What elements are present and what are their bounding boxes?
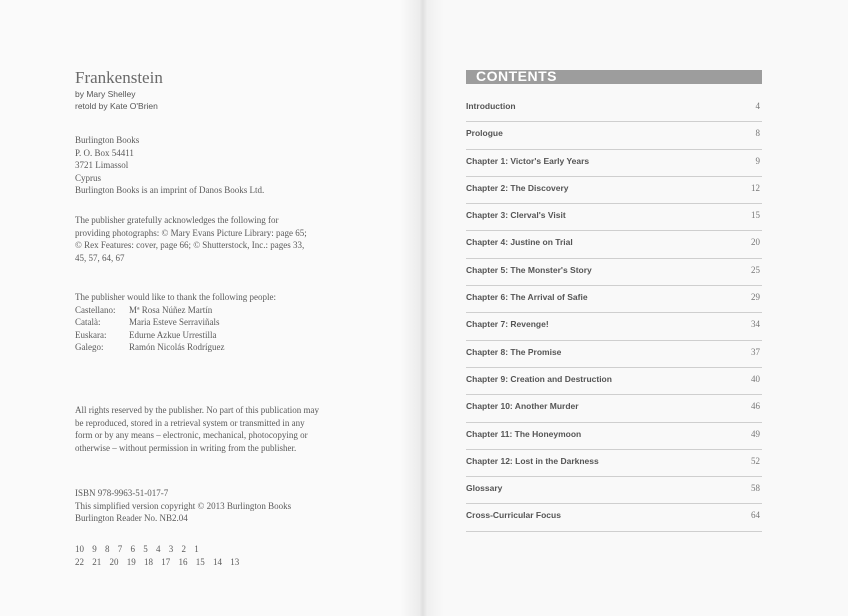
toc-entry-page: 20	[751, 237, 760, 248]
thanks-row: Castellano: Mª Rosa Núñez Martín	[75, 304, 213, 315]
toc-entry-title: Chapter 4: Justine on Trial	[466, 237, 573, 248]
toc-entry-title: Chapter 3: Clerval's Visit	[466, 210, 566, 221]
toc-entry-title: Cross-Curricular Focus	[466, 510, 561, 521]
thanks-row: Euskara: Edurne Azkue Urrestilla	[75, 329, 217, 340]
toc-entry	[466, 122, 762, 149]
rights-line: All rights reserved by the publisher. No part of this publication may	[75, 405, 319, 415]
toc-entry-page: 52	[751, 455, 760, 466]
printing-number-line: 10 9 8 7 6 5 4 3 2 1	[75, 544, 199, 554]
toc-entry	[466, 259, 762, 286]
isbn-line: This simplified version copyright © 2013 Burlington Books	[75, 500, 292, 511]
toc-entry-page: 58	[751, 483, 760, 494]
translator-thanks	[75, 291, 276, 354]
rights-line: form or by any means – electronic, mechanical, photocopying or	[75, 430, 308, 440]
toc-entry	[466, 450, 762, 477]
ack-line: providing photographs: © Mary Evans Picture Library: page 65;	[75, 227, 307, 238]
address-line: Burlington Books	[75, 135, 140, 145]
toc-entry	[466, 477, 762, 504]
rights-line: be reproduced, stored in a retrieval system or transmitted in any	[75, 417, 305, 428]
address-line: Burlington Books is an imprint of Danos Books Ltd.	[75, 185, 265, 195]
isbn-line: Burlington Reader No. NB2.04	[75, 513, 188, 523]
copyright-page	[0, 0, 420, 616]
book-gutter	[400, 0, 444, 616]
toc-entry-page: 49	[751, 428, 760, 439]
toc-entry-title: Chapter 9: Creation and Destruction	[466, 373, 612, 384]
toc-entry-page: 37	[751, 346, 760, 357]
isbn-block	[75, 487, 291, 525]
reteller-line: retold by Kate O'Brien	[75, 101, 158, 111]
toc-entry-title: Glossary	[466, 483, 503, 494]
thanks-row: Català: Maria Esteve Serraviñals	[75, 317, 220, 327]
toc-entry-page: 29	[751, 292, 760, 303]
printing-year-line: 22 21 20 19 18 17 16 15 14 13	[75, 557, 240, 567]
toc-entry-page: 12	[751, 182, 760, 193]
toc-entry-title: Chapter 5: The Monster's Story	[466, 264, 592, 275]
toc-entry-title: Prologue	[466, 128, 503, 139]
author-line: by Mary Shelley	[75, 89, 136, 99]
toc-entry	[466, 204, 762, 231]
address-line: 3721 Limassol	[75, 160, 129, 170]
toc-entry-page: 64	[751, 510, 760, 521]
toc-entry	[466, 286, 762, 313]
address-line: Cyprus	[75, 172, 102, 183]
rights-notice	[75, 404, 319, 454]
toc-entry	[466, 504, 762, 531]
toc-entry-page: 34	[751, 319, 760, 330]
rights-line: otherwise – without permission in writing from the publisher.	[75, 442, 297, 453]
contents-heading: CONTENTS	[476, 68, 557, 84]
toc-entry-page: 40	[751, 373, 760, 384]
toc-entry	[466, 231, 762, 258]
toc-entry-page: 25	[751, 264, 760, 275]
toc-entry-title: Chapter 8: The Promise	[466, 346, 562, 357]
toc-entry-title: Introduction	[466, 101, 516, 111]
toc-entry-page: 9	[755, 155, 760, 166]
address-line: P. O. Box 54411	[75, 147, 134, 158]
toc-entry-title: Chapter 6: The Arrival of Safie	[466, 292, 588, 303]
toc-entry-title: Chapter 12: Lost in the Darkness	[466, 455, 599, 466]
toc-entry	[466, 341, 762, 368]
publisher-address	[75, 134, 264, 197]
toc-entry-title: Chapter 1: Victor's Early Years	[466, 155, 590, 166]
isbn-line: ISBN 978-9963-51-017-7	[75, 488, 169, 498]
toc-entry-page: 15	[751, 210, 760, 221]
ack-line: 45, 57, 64, 67	[75, 252, 125, 263]
toc-entry	[466, 395, 762, 422]
table-of-contents	[466, 95, 762, 532]
ack-line: © Rex Features: cover, page 66; © Shutterstock, Inc.: pages 33,	[75, 240, 305, 250]
toc-entry	[466, 368, 762, 395]
toc-entry-title: Chapter 7: Revenge!	[466, 319, 549, 330]
toc-entry-title: Chapter 11: The Honeymoon	[466, 428, 582, 439]
toc-entry-page: 4	[755, 101, 760, 111]
thanks-row: Galego: Ramón Nicolás Rodríguez	[75, 342, 225, 352]
toc-entry-page: 46	[751, 401, 760, 412]
photo-acknowledgements	[75, 214, 307, 264]
book-title: Frankenstein	[75, 68, 163, 87]
toc-entry	[466, 177, 762, 204]
toc-entry	[466, 313, 762, 340]
thanks-intro: The publisher would like to thank the following people:	[75, 292, 276, 302]
toc-entry-title: Chapter 10: Another Murder	[466, 401, 579, 412]
toc-entry-title: Chapter 2: The Discovery	[466, 182, 569, 193]
toc-entry	[466, 150, 762, 177]
toc-entry	[466, 423, 762, 450]
ack-line: The publisher gratefully acknowledges the following for	[75, 215, 279, 225]
toc-entry-page: 8	[755, 128, 760, 139]
toc-entry	[466, 95, 762, 122]
